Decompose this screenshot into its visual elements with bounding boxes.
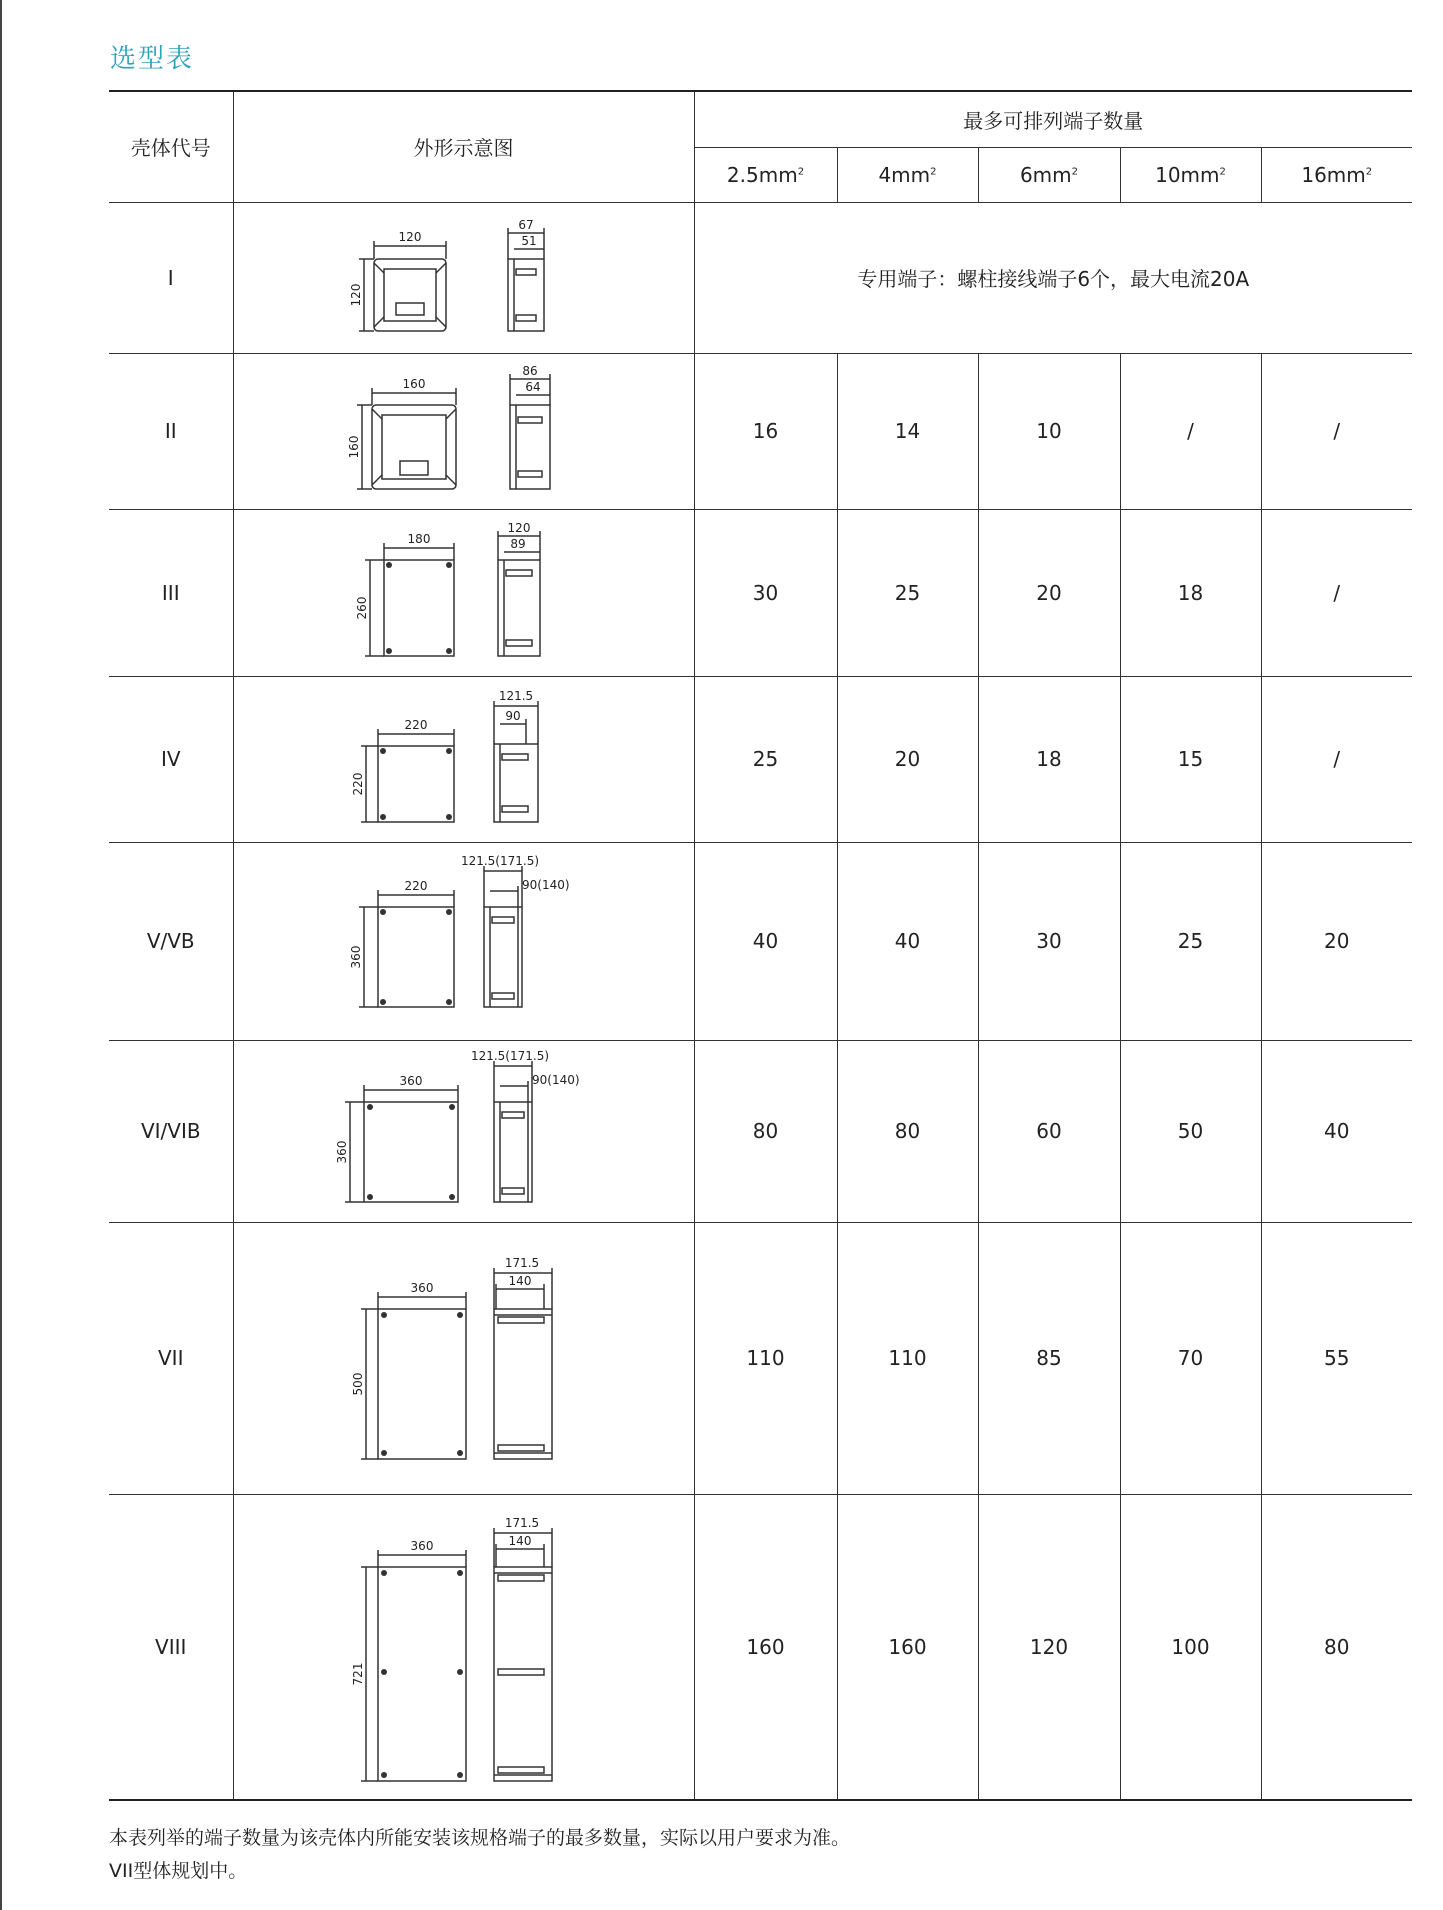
value-6: 30 [978, 842, 1120, 1040]
table-row [109, 676, 1412, 842]
size-sup: 2 [1071, 165, 1079, 177]
value-6: 10 [978, 353, 1120, 509]
value-4: 40 [837, 842, 978, 1040]
outline-drawing-cell [233, 842, 694, 1040]
width-label: 360 [399, 1074, 422, 1088]
header-size-10 [1120, 147, 1261, 202]
table-row [109, 202, 1412, 353]
header-size-6 [978, 147, 1120, 202]
table-row [109, 1040, 1412, 1222]
width-label: 220 [404, 879, 427, 893]
outline-drawing-cell [233, 509, 694, 676]
header-max-terminals: 最多可排列端子数量 [694, 91, 1412, 147]
size-label: 10mm [1155, 162, 1220, 187]
enclosure-code: VII [109, 1222, 233, 1494]
depth-inner-label: 89 [509, 536, 526, 551]
enclosure-code: V/VB [109, 842, 233, 1040]
table-row [109, 509, 1412, 676]
header-size-16 [1261, 147, 1412, 202]
depth-inner-label: 140 [508, 1274, 531, 1288]
depth-outer-label: 121.5(171.5) [460, 854, 539, 868]
depth-outer-label: 86 [521, 364, 538, 378]
header-drawing: 外形示意图 [233, 91, 694, 202]
width-label: 160 [402, 377, 425, 391]
header-size-4 [837, 147, 978, 202]
depth-outer-label: 67 [517, 217, 534, 232]
selection-table [109, 90, 1412, 1801]
value-2-5: 40 [694, 842, 837, 1040]
table-row [109, 842, 1412, 1040]
header-code: 壳体代号 [109, 91, 233, 202]
table-row [109, 353, 1412, 509]
value-16: / [1261, 353, 1412, 509]
value-10: 70 [1120, 1222, 1261, 1494]
width-label: 120 [398, 229, 421, 244]
depth-outer-label: 121.5 [498, 689, 533, 703]
enclosure-code: III [109, 509, 233, 676]
outline-drawing-IV [344, 684, 584, 834]
height-label: 120 [348, 283, 363, 306]
depth-inner-label: 64 [524, 380, 541, 394]
value-16: 80 [1261, 1494, 1412, 1800]
value-2-5: 160 [694, 1494, 837, 1800]
outline-drawing-VI-VIB [324, 1046, 604, 1216]
value-2-5: 80 [694, 1040, 837, 1222]
height-label: 160 [346, 435, 361, 459]
depth-outer-label: 171.5 [504, 1515, 539, 1530]
value-10: 18 [1120, 509, 1261, 676]
outline-drawing-cell [233, 202, 694, 353]
size-sup: 2 [1365, 165, 1373, 177]
enclosure-code: VIII [109, 1494, 233, 1800]
size-sup: 2 [930, 165, 937, 177]
outline-drawing-III [344, 518, 584, 668]
table-row [109, 1222, 1412, 1494]
outline-drawing-II [344, 361, 584, 501]
depth-inner-label: 140 [508, 1533, 531, 1548]
special-terminal-note: 专用端子：螺柱接线端子6个，最大电流20A [694, 202, 1412, 353]
value-6: 18 [978, 676, 1120, 842]
value-6: 120 [978, 1494, 1120, 1800]
left-margin-rule [0, 0, 2, 1910]
depth-inner-label: 90(140) [521, 878, 570, 892]
value-4: 80 [837, 1040, 978, 1222]
value-10: 50 [1120, 1040, 1261, 1222]
page-title: 选型表 [110, 44, 195, 74]
value-10: / [1120, 353, 1261, 509]
footnotes [109, 1822, 850, 1888]
footnote: VII型体规划中。 [109, 1860, 248, 1882]
outline-drawing-cell [233, 353, 694, 509]
outline-drawing-cell [233, 1494, 694, 1800]
depth-inner-label: 90 [504, 709, 521, 723]
footnote: 本表列举的端子数量为该壳体内所能安装该规格端子的最多数量，实际以用户要求为准。 [109, 1827, 851, 1849]
value-16: 55 [1261, 1222, 1412, 1494]
height-label: 220 [350, 772, 365, 796]
height-label: 360 [334, 1140, 349, 1164]
enclosure-code: I [109, 202, 233, 353]
width-label: 180 [407, 531, 430, 546]
enclosure-code: VI/VIB [109, 1040, 233, 1222]
value-16: 20 [1261, 842, 1412, 1040]
width-label: 360 [410, 1281, 433, 1295]
value-10: 25 [1120, 842, 1261, 1040]
value-2-5: 25 [694, 676, 837, 842]
outline-drawing-I [344, 213, 584, 343]
value-2-5: 30 [694, 509, 837, 676]
size-label: 16mm [1301, 162, 1366, 187]
value-10: 100 [1120, 1494, 1261, 1800]
width-label: 360 [410, 1538, 433, 1553]
depth-outer-label: 120 [507, 520, 530, 535]
value-6: 85 [978, 1222, 1120, 1494]
value-16: / [1261, 509, 1412, 676]
enclosure-code: IV [109, 676, 233, 842]
outline-drawing-cell [233, 676, 694, 842]
value-2-5: 16 [694, 353, 837, 509]
value-10: 15 [1120, 676, 1261, 842]
outline-drawing-V-VB [334, 851, 594, 1031]
outline-drawing-VII [344, 1243, 584, 1473]
depth-outer-label: 121.5(171.5) [470, 1049, 549, 1063]
height-label: 260 [354, 596, 369, 619]
header-row-1 [109, 91, 1412, 147]
width-label: 220 [404, 718, 427, 732]
height-label: 500 [350, 1372, 365, 1396]
depth-outer-label: 171.5 [504, 1256, 539, 1270]
value-16: / [1261, 676, 1412, 842]
size-label: 2.5mm [726, 162, 798, 187]
header-size-2-5 [694, 147, 837, 202]
value-4: 110 [837, 1222, 978, 1494]
outline-drawing-cell [233, 1040, 694, 1222]
depth-inner-label: 90(140) [531, 1073, 580, 1087]
size-label: 6mm [1019, 162, 1072, 187]
enclosure-code: II [109, 353, 233, 509]
outline-drawing-VIII [344, 1507, 584, 1787]
value-6: 20 [978, 509, 1120, 676]
size-label: 4mm [878, 162, 931, 187]
value-4: 14 [837, 353, 978, 509]
size-sup: 2 [1219, 165, 1226, 177]
size-sup: 2 [797, 165, 805, 177]
value-4: 160 [837, 1494, 978, 1800]
value-4: 20 [837, 676, 978, 842]
value-4: 25 [837, 509, 978, 676]
outline-drawing-cell [233, 1222, 694, 1494]
height-label: 721 [350, 1662, 365, 1686]
height-label: 360 [348, 945, 363, 969]
value-16: 40 [1261, 1040, 1412, 1222]
depth-inner-label: 51 [520, 233, 537, 248]
value-2-5: 110 [694, 1222, 837, 1494]
table-row [109, 1494, 1412, 1800]
value-6: 60 [978, 1040, 1120, 1222]
